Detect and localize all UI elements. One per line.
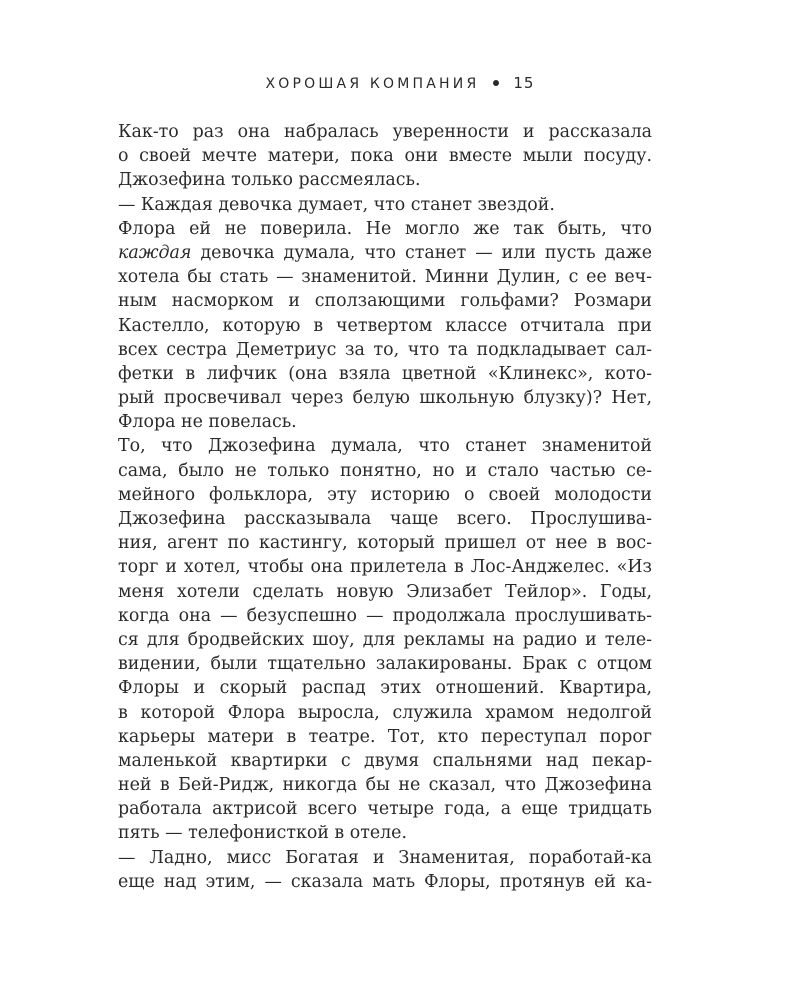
text-line: — Каждая девочка думает, что станет звездой. [118, 194, 555, 215]
text-line: меня хотели сделать новую Элизабет Тейлор». Годы, [118, 581, 652, 602]
body-text [118, 120, 652, 894]
text-line: фетки в лифчик (она взяла цветной «Клинекс», кото- [118, 363, 652, 384]
text-line: торг и хотел, чтобы она прилетела в Лос-Анджелес. «Из [118, 557, 652, 578]
text-line: сама, было не только понятно, но и стало частью се- [118, 460, 652, 481]
text-line: в которой Флора выросла, служила храмом недолгой [118, 702, 652, 723]
text-line: пять — телефонисткой в отеле. [118, 823, 408, 844]
text-line: — Ладно, мисс Богатая и Знаменитая, поработай-ка [118, 847, 652, 868]
text-line: карьеры матери в театре. Тот, кто переступал порог [118, 726, 652, 747]
text-line: ным насморком и сползающими гольфами? Розмари [118, 291, 652, 312]
text-line: маленькой квартирки с двумя спальнями над пекар- [118, 750, 652, 771]
text-line: Джозефина рассказывала чаще всего. Прослушива- [118, 509, 652, 529]
text-line: рый просвечивал через белую школьную блузку)? Нет, [118, 388, 652, 409]
italic-emphasis: каждая [118, 242, 192, 263]
text-line: ся для бродвейских шоу, для рекламы на радио и теле- [118, 629, 652, 650]
text-line: видении, были тщательно залакированы. Брак с отцом [118, 654, 652, 675]
text-line: хотела бы стать — знаменитой. Минни Дулин, с ее веч- [118, 267, 652, 288]
bullet-separator [493, 80, 499, 86]
text-line: еще над этим, — сказала мать Флоры, протянув ей ка- [118, 871, 652, 892]
text-line: когда она — безуспешно — продолжала прослушивать- [118, 605, 652, 626]
text-line: Как-то раз она набралась уверенности и рассказала [118, 122, 652, 142]
text-line: всех сестра Деметриус за то, что та подкладывает сал- [118, 339, 652, 360]
text-segment: девочка думала, что станет — или пусть даже [191, 242, 652, 263]
text-line: ния, агент по кастингу, который пришел от нее в вос- [118, 533, 652, 554]
running-head [0, 74, 800, 92]
text-line: Флора не повелась. [118, 412, 297, 433]
text-line: работала актрисой всего четыре года, а еще тридцать [118, 799, 652, 820]
text-line: о своей мечте матери, пока они вместе мыли посуду. [118, 146, 652, 167]
text-line: Флора ей не поверила. Не могло же так быть, что [118, 218, 652, 239]
text-line: Кастелло, которую в четвертом классе отчитала при [118, 315, 652, 336]
text-line [118, 241, 652, 265]
text-line: Флоры и скорый распад этих отношений. Квартира, [118, 678, 652, 699]
text-line: Джозефина только рассмеялась. [118, 170, 421, 191]
page-number: 15 [513, 74, 535, 92]
text-line: мейного фольклора, эту историю о своей молодости [118, 484, 652, 505]
text-line: То, что Джозефина думала, что станет знаменитой [118, 436, 652, 457]
text-line: ней в Бей-Ридж, никогда бы не сказал, что Джозефина [118, 775, 652, 796]
running-head-title: ХОРОШАЯ КОМПАНИЯ [265, 76, 480, 92]
